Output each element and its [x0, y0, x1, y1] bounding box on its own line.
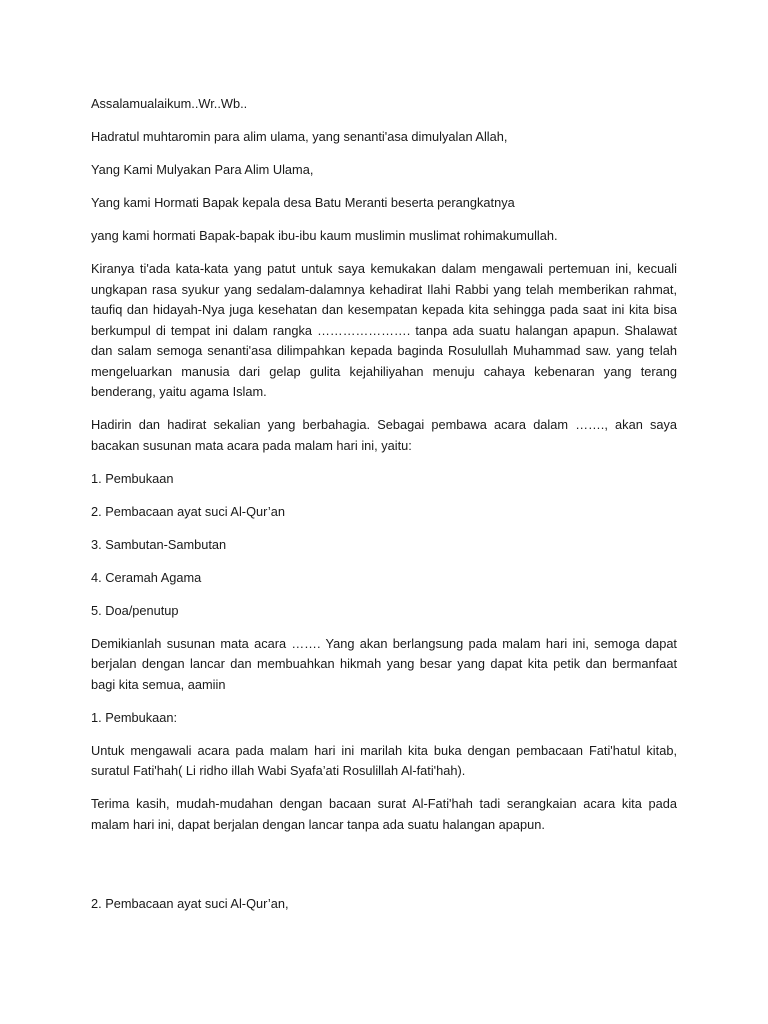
section-paragraph: Untuk mengawali acara pada malam hari ini marilah kita buka dengan pembacaan Fati'hatul kitab, suratul Fati'hah( Li ridho illah Wabi Syafa’ati Rosulillah Al-fati'hah).	[91, 742, 677, 778]
section-heading: 2. Pembacaan ayat suci Al-Qur’an,	[91, 895, 289, 911]
salutation-line: Hadratul muhtaromin para alim ulama, yang senanti'asa dimulyalan Allah,	[91, 129, 508, 144]
salutation-line: Yang kami Hormati Bapak kepala desa Batu Meranti beserta perangkatnya	[91, 195, 515, 210]
agenda-item: 1. Pembukaan	[91, 470, 174, 486]
opening-paragraph: Kiranya ti'ada kata-kata yang patut untuk saya kemukakan dalam mengawali pertemuan ini, kecuali ungkapan rasa syukur yang sedalam-dalamnya kehadirat Ilahi Rabbi yang telah memberikan rahmat, taufiq dan hidayah-Nya juga kesehatan dan kesempatan kepada kita sehingga pada saat ini kita bisa berkumpul di tempat ini dalam rangka …………………. tanpa ada suatu halangan apapun. Shalawat dan salam semoga senanti'asa dilimpahkan kepada baginda Rosulullah Muhammad saw. yang telah mengeluarkan manusia dari gelap gulita kejahiliyahan menuju cahaya kebenaran yang terang benderang, yaitu agama Islam.	[91, 261, 677, 399]
salutation-line: Yang Kami Mulyakan Para Alim Ulama,	[91, 162, 314, 177]
section-heading: 1. Pembukaan:	[91, 709, 178, 725]
blank-space	[91, 848, 677, 894]
greeting: Assalamualaikum..Wr..Wb..	[91, 96, 248, 111]
agenda-item: 4. Ceramah Agama	[91, 569, 202, 585]
salutation-line: yang kami hormati Bapak-bapak ibu-ibu kaum muslimin muslimat rohimakumullah.	[91, 228, 558, 243]
section-paragraph: Terima kasih, mudah-mudahan dengan bacaan surat Al-Fati'hah tadi serangkaian acara kita pada malam hari ini, dapat berjalan dengan lancar tanpa ada suatu halangan apapun.	[91, 796, 677, 832]
agenda-item: 3. Sambutan-Sambutan	[91, 536, 227, 552]
agenda-intro: Hadirin dan hadirat sekalian yang berbahagia. Sebagai pembawa acara dalam ……., akan saya bacakan susunan mata acara pada malam hari ini, yaitu:	[91, 417, 677, 453]
agenda-closing: Demikianlah susunan mata acara ……. Yang akan berlangsung pada malam hari ini, semoga dapat berjalan dengan lancar dan membuahkan hikmah yang besar yang dapat kita petik dan bermanfaat bagi kita semua, aamiin	[91, 635, 677, 692]
document-body	[91, 94, 677, 927]
agenda-item: 5. Doa/penutup	[91, 602, 179, 618]
agenda-item: 2. Pembacaan ayat suci Al-Qur’an	[91, 503, 285, 519]
